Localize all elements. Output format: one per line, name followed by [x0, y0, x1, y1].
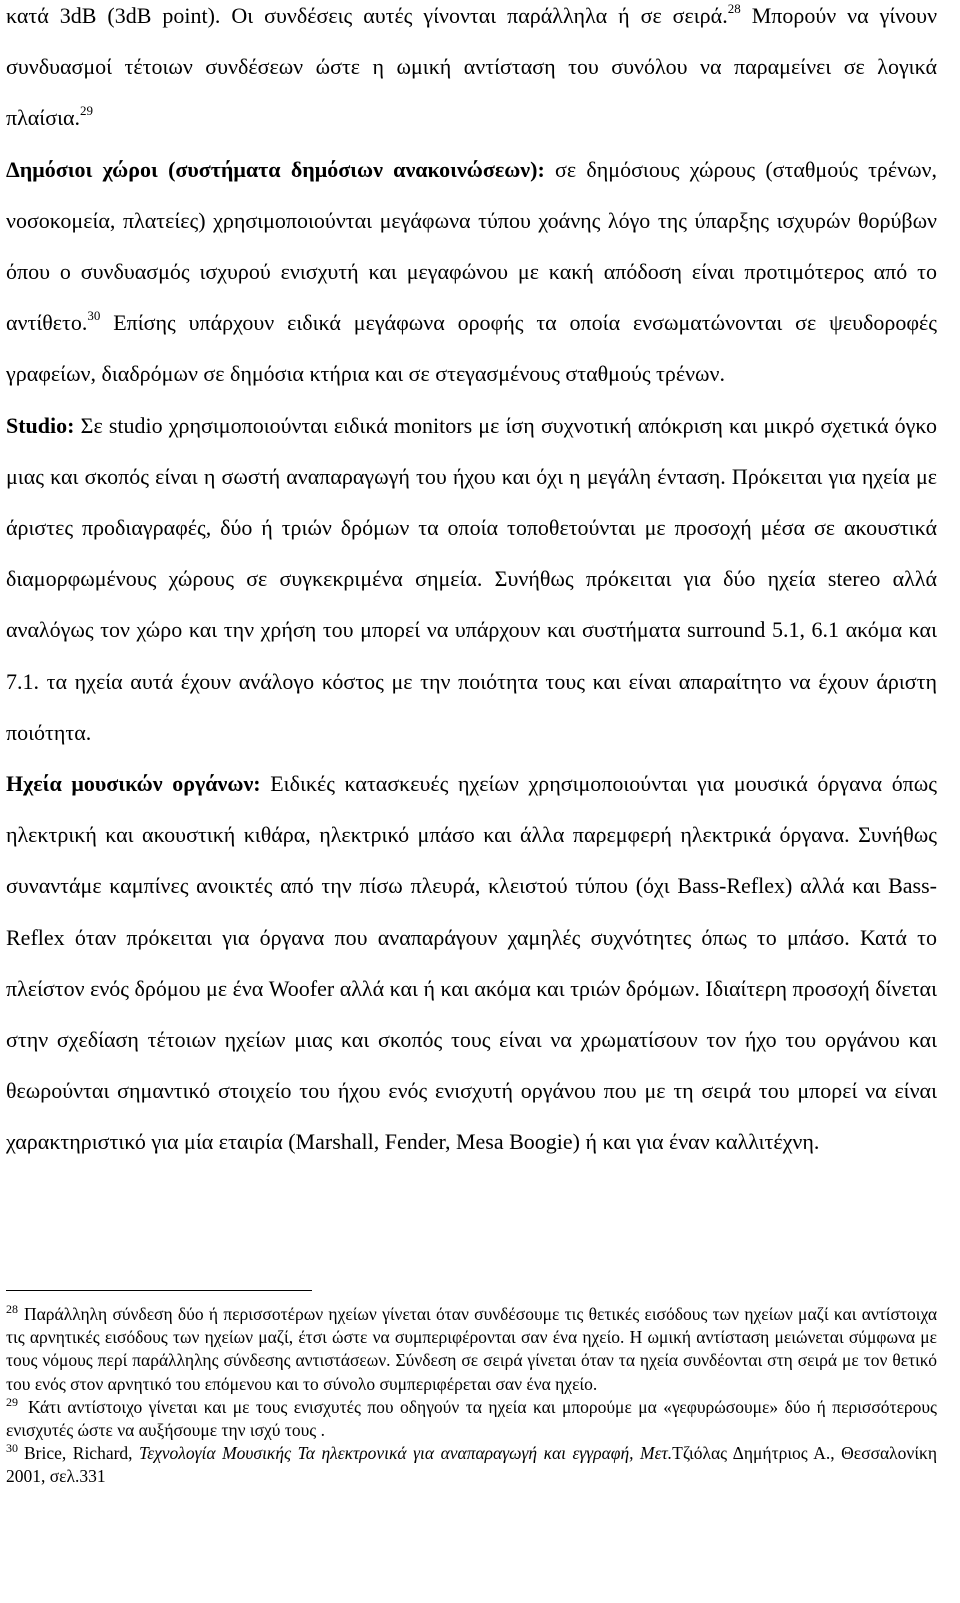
footnote-29-text: Κάτι αντίστοιχο γίνεται και με τους ενισχυτές που οδηγούν τα ηχεία και μπορούμε μα «γεφυρώσουμε» δύο ή περισσότερους ενισχυτές ώστε να αυξήσουμε την ισχύ τους .: [6, 1396, 937, 1441]
paragraph-intro: [6, 0, 937, 144]
instruments-text: Ειδικές κατασκευές ηχείων χρησιμοποιούνται για μουσικά όργανα όπως ηλεκτρική και ακουστική κιθάρα, ηλεκτρικό μπάσο και άλλα παρεμφερή ηλεκτρικά όργανα. Συνήθως συναντάμε καμπίνες ανοικτές από την πίσω πλευρά, κλειστού τύπου (όχι Bass-Reflex) αλλά και Bass-Reflex όταν πρόκειται για όργανα που αναπαράγουν χαμηλές συχνότητες όπως το μπάσο. Κατά το πλείστον ενός δρόμου με ένα Woofer αλλά και ή και ακόμα και τριών δρόμων. Ιδιαίτερη προσοχή δίνεται στην σχεδίαση τέτοιων ηχείων μιας και σκοπός τους είναι να χρωματίσουν τον ήχο του οργάνου και θεωρούνται σημαντικό στοιχείο του ήχου ενός ενισχυτή οργάνου που με τη σειρά του μπορεί να είναι χαρακτηριστικό για μία εταιρία (Marshall, Fender, Mesa Boogie) ή και για έναν καλλιτέχνη.: [6, 771, 937, 1155]
intro-text: κατά 3dB (3dB point). Οι συνδέσεις αυτές γίνονται παράλληλα ή σε σειρά.: [6, 3, 728, 28]
paragraph-public-spaces: [6, 144, 937, 400]
public-spaces-text-2: Επίσης υπάρχουν ειδικά μεγάφωνα οροφής τα οποία ενσωματώνονται σε ψευδοροφές γραφείων, διαδρόμων σε δημόσια κτήρια και σε στεγασμένους σταθμούς τρένων.: [6, 310, 937, 387]
intro-text-cont: Μπορούν να γίνουν συνδυασμοί τέτοιων συνδέσεων ώστε η ωμική αντίσταση του συνόλου να παραμείνει σε λογικά πλαίσια.: [6, 3, 938, 131]
paragraph-instruments: [6, 758, 937, 1168]
instruments-heading: Ηχεία μουσικών οργάνων:: [6, 771, 261, 797]
footnote-number-28: 28: [6, 1302, 18, 1316]
footnote-28-text: Παράλληλη σύνδεση δύο ή περισσοτέρων ηχείων γίνεται όταν συνδέσουμε τις θετικές εισόδους των ηχείων μαζί και αντίστοιχα τις αρνητικές εισόδους των ηχείων μαζί, έτσι ώστε να συμπεριφέρονται σαν ένα ηχείο. Η ωμική αντίσταση μειώνεται σύμφωνα με τους νόμους περί παράλληλης σύνδεσης αντιστάσεων. Σύνδεση σε σειρά γίνεται όταν τα ηχεία συνδέονται στη σειρά με τον θετικό του ενός στον αρνητικό του επόμενου και το σύνολο συμπεριφέρεται σαν ένα ηχείο.: [6, 1304, 937, 1394]
footnote-separator: [6, 1290, 312, 1291]
footnote-number-29: 29: [6, 1394, 18, 1409]
footnote-30-author: Brice, Richard,: [24, 1443, 140, 1464]
footnote-28: [6, 1303, 937, 1396]
footnote-30: [6, 1442, 937, 1488]
footnote-ref-30[interactable]: 30: [87, 308, 101, 324]
footnote-ref-29[interactable]: 29: [80, 103, 94, 119]
public-spaces-text: σε δημόσιους χώρους (σταθμούς τρένων, νοσοκομεία, πλατείες) χρησιμοποιούνται μεγάφωνα τύπου χοάνης λόγο της ύπαρξης ισχυρών θορύβων όπου ο συνδυασμός ισχυρού ενισχυτή και μεγαφώνου με κακή απόδοση είναι προτιμότερος από το αντίθετο.: [6, 156, 937, 336]
public-spaces-heading: Δημόσιοι χώροι (συστήματα δημόσιων ανακοινώσεων):: [6, 156, 545, 182]
paragraph-studio: [6, 400, 937, 758]
footnote-30-rest: Τζιόλας Δημήτριος Α., Θεσσαλονίκη 2001, σελ.331: [6, 1443, 937, 1487]
studio-heading: Studio:: [6, 412, 75, 438]
footnote-number-30: 30: [6, 1441, 18, 1456]
footnote-ref-28[interactable]: 28: [727, 1, 741, 16]
studio-text: Σε studio χρησιμοποιούνται ειδικά monitors με ίση συχνοτική απόκριση και μικρό σχετικά όγκο μιας και σκοπός είναι η σωστή αναπαραγωγή του ήχου και όχι η μεγάλη ένταση. Πρόκειται για ηχεία με άριστες προδιαγραφές, δύο ή τριών δρόμων τα οποία τοποθετούνται με προσοχή μέσα σε ακουστικά διαμορφωμένους χώρους σε συγκεκριμένα σημεία. Συνήθως πρόκειται για δύο ηχεία stereo αλλά αναλόγως τον χώρο και την χρήση του μπορεί να υπάρχουν και συστήματα surround 5.1, 6.1 ακόμα και 7.1. τα ηχεία αυτά έχουν ανάλογο κόστος με την ποιότητα τους και είναι απαραίτητο να έχουν άριστη ποιότητα.: [6, 412, 937, 745]
footnote-29: [6, 1396, 937, 1442]
footnote-30-title: Τεχνολογία Μουσικής Τα ηλεκτρονικά για αναπαραγωγή και εγγραφή, Μετ.: [139, 1443, 673, 1464]
footnotes: [6, 1290, 937, 1489]
document-page: [6, 0, 937, 1168]
body-text: [6, 0, 937, 1168]
